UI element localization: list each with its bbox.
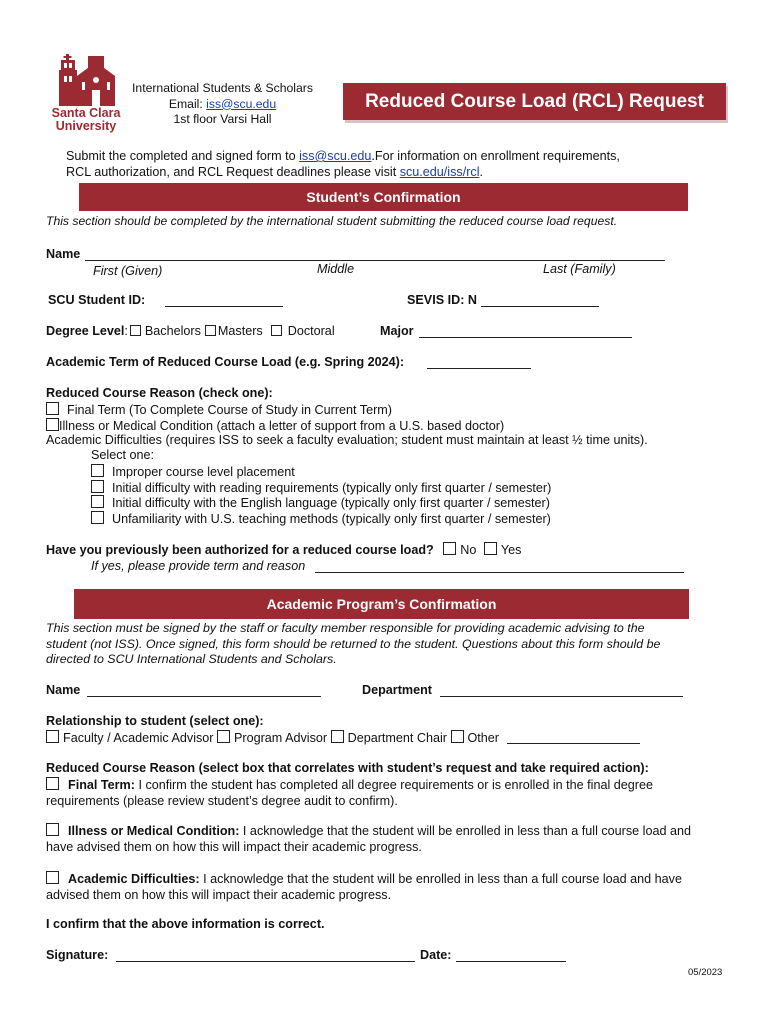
- program-illness: [46, 823, 691, 855]
- major-label: Major: [380, 324, 414, 338]
- department-chair-checkbox[interactable]: [331, 730, 344, 743]
- previous-rcl-label: Have you previously been authorized for a reduced course load?: [46, 543, 434, 557]
- reason-illness-checkbox[interactable]: [46, 418, 59, 431]
- term-label: Academic Term of Reduced Course Load (e.g. Spring 2024):: [46, 355, 405, 369]
- previous-rcl-field[interactable]: [315, 559, 684, 573]
- previous-rcl-row: [46, 542, 521, 557]
- mission-church-icon: [48, 50, 130, 108]
- last-name-caption: Last (Family): [543, 262, 616, 276]
- program-note-line2: student (not ISS). Once signed, this form should be returned to the student. Questions about this form should be: [46, 636, 661, 651]
- program-section-note: [46, 621, 660, 668]
- program-final-label: Final Term:: [68, 778, 135, 792]
- program-illness-text1: I acknowledge that the student will be enrolled in less than a full course load and: [239, 824, 691, 838]
- previous-no-checkbox[interactable]: [443, 542, 456, 555]
- form-revision-date: 05/2023: [688, 967, 723, 978]
- program-final-text1: I confirm the student has completed all degree requirements or is enrolled in the final degree: [134, 778, 653, 792]
- degree-level-row: [46, 324, 335, 338]
- previous-yes-label: Yes: [500, 543, 522, 557]
- program-academic-text1: I acknowledge that the student will be enrolled in less than a full course load and have: [199, 872, 682, 886]
- intro-url-link[interactable]: scu.edu/iss/rcl: [399, 164, 480, 179]
- advisor-name-field[interactable]: [87, 683, 321, 697]
- intro-text: [66, 149, 620, 180]
- program-academic-text2: advised them on how this will impact their academic progress.: [46, 887, 392, 902]
- first-name-caption: First (Given): [93, 264, 163, 278]
- program-advisor-label: Program Advisor: [234, 731, 328, 745]
- program-illness-text2: have advised them on how this will impact their academic progress.: [46, 839, 422, 854]
- academic-option-row: [91, 464, 295, 479]
- intro-part2: .For information on enrollment requirements,: [371, 149, 620, 163]
- advisor-name-label: Name: [46, 683, 81, 697]
- relationship-label: Relationship to student (select one):: [46, 714, 264, 728]
- intro-part4: .: [479, 164, 483, 179]
- academic-option-label: Improper course level placement: [112, 465, 295, 479]
- faculty-advisor-checkbox[interactable]: [46, 730, 59, 743]
- reason-label: Reduced Course Reason (check one):: [46, 386, 273, 400]
- sevis-id-field[interactable]: [481, 293, 599, 307]
- degree-level-colon: :: [124, 324, 128, 338]
- previous-no-label: No: [460, 543, 477, 557]
- program-academic: [46, 871, 682, 903]
- reason-final-checkbox[interactable]: [46, 402, 59, 415]
- department-field[interactable]: [440, 683, 683, 697]
- program-note-line1: This section must be signed by the staff or faculty member responsible for providing academic advising to the: [46, 621, 645, 635]
- degree-level-label: Degree Level: [46, 324, 125, 338]
- date-label: Date:: [420, 948, 452, 962]
- other-checkbox[interactable]: [451, 730, 464, 743]
- office-email-line: [130, 97, 315, 113]
- form-title: Reduced Course Load (RCL) Request: [343, 83, 726, 120]
- select-one-label: Select one:: [91, 448, 155, 462]
- previous-yes-checkbox[interactable]: [484, 542, 497, 555]
- relationship-options-row: [46, 730, 640, 745]
- if-yes-label: If yes, please provide term and reason: [91, 559, 306, 573]
- academic-option-label: Unfamiliarity with U.S. teaching methods (typically only first quarter / semester): [112, 512, 551, 526]
- intro-part1: Submit the completed and signed form to: [66, 149, 300, 163]
- office-info: [130, 81, 315, 128]
- sevis-id-label: SEVIS ID: N: [407, 293, 477, 307]
- scu-id-field[interactable]: [165, 293, 283, 307]
- office-name: International Students & Scholars: [132, 81, 313, 95]
- student-section-note: This section should be completed by the international student submitting the reduced course load request.: [46, 214, 618, 228]
- university-logo: [48, 50, 130, 136]
- logo-line1: Santa Clara: [51, 106, 121, 120]
- department-chair-label: Department Chair: [347, 731, 447, 745]
- office-location: 1st floor Varsi Hall: [173, 112, 272, 126]
- program-section-header: Academic Program’s Confirmation: [74, 589, 689, 619]
- student-name-label: Name: [46, 247, 81, 261]
- academic-option-label: Initial difficulty with the English language (typically only first quarter / semester): [112, 496, 550, 510]
- reason-final-label: Final Term (To Complete Course of Study in Current Term): [67, 403, 392, 417]
- middle-name-caption: Middle: [317, 262, 355, 276]
- program-final-text2: requirements (please review student’s degree audit to confirm).: [46, 793, 398, 808]
- reason-academic-label: Academic Difficulties (requires ISS to seek a faculty evaluation; student must maintain at least ½ time units).: [46, 433, 648, 447]
- program-note-line3: directed to SCU International Students and Scholars.: [46, 652, 337, 666]
- date-field[interactable]: [456, 948, 566, 962]
- program-advisor-checkbox[interactable]: [217, 730, 230, 743]
- doctoral-checkbox[interactable]: [271, 325, 282, 336]
- department-label: Department: [362, 683, 432, 697]
- reason-illness-label: Illness or Medical Condition (attach a letter of support from a U.S. based doctor): [59, 419, 505, 433]
- academic-option-row: [91, 511, 551, 526]
- email-label: Email:: [168, 96, 207, 111]
- program-reason-header: Reduced Course Reason (select box that correlates with student’s request and take required action):: [46, 761, 649, 775]
- program-final-term: [46, 777, 653, 809]
- scu-id-label: SCU Student ID:: [48, 293, 146, 307]
- student-name-field[interactable]: [85, 247, 665, 261]
- doctoral-label: Doctoral: [287, 324, 335, 338]
- bachelors-checkbox[interactable]: [130, 325, 141, 336]
- other-label: Other: [467, 731, 499, 745]
- program-academic-checkbox[interactable]: [46, 871, 59, 884]
- academic-option-row: [91, 480, 551, 495]
- academic-option-checkbox[interactable]: [91, 480, 104, 493]
- major-field[interactable]: [419, 324, 632, 338]
- intro-part3: RCL authorization, and RCL Request deadlines please visit: [66, 164, 400, 179]
- student-section-header: Student’s Confirmation: [79, 183, 688, 211]
- academic-option-row: [91, 495, 550, 510]
- academic-option-checkbox[interactable]: [91, 495, 104, 508]
- signature-field[interactable]: [116, 948, 415, 962]
- program-academic-label: Academic Difficulties:: [68, 872, 200, 886]
- faculty-advisor-label: Faculty / Academic Advisor: [63, 731, 214, 745]
- bachelors-label: Bachelors: [144, 324, 201, 338]
- term-field[interactable]: [427, 355, 531, 369]
- masters-label: Masters: [217, 324, 263, 338]
- program-illness-label: Illness or Medical Condition:: [68, 824, 240, 838]
- other-field[interactable]: [507, 731, 640, 744]
- intro-email-link[interactable]: iss@scu.edu: [299, 149, 372, 163]
- logo-line2: University: [55, 119, 117, 133]
- program-final-checkbox[interactable]: [46, 777, 59, 790]
- program-illness-checkbox[interactable]: [46, 823, 59, 836]
- confirm-statement: I confirm that the above information is correct.: [46, 917, 325, 931]
- reason-final-row: [46, 402, 392, 417]
- reason-illness-row: [46, 418, 504, 433]
- academic-option-label: Initial difficulty with reading requirements (typically only first quarter / semester): [112, 481, 552, 495]
- academic-option-checkbox[interactable]: [91, 511, 104, 524]
- signature-label: Signature:: [46, 948, 109, 962]
- masters-checkbox[interactable]: [205, 325, 216, 336]
- academic-option-checkbox[interactable]: [91, 464, 104, 477]
- office-email-link[interactable]: iss@scu.edu: [206, 96, 277, 111]
